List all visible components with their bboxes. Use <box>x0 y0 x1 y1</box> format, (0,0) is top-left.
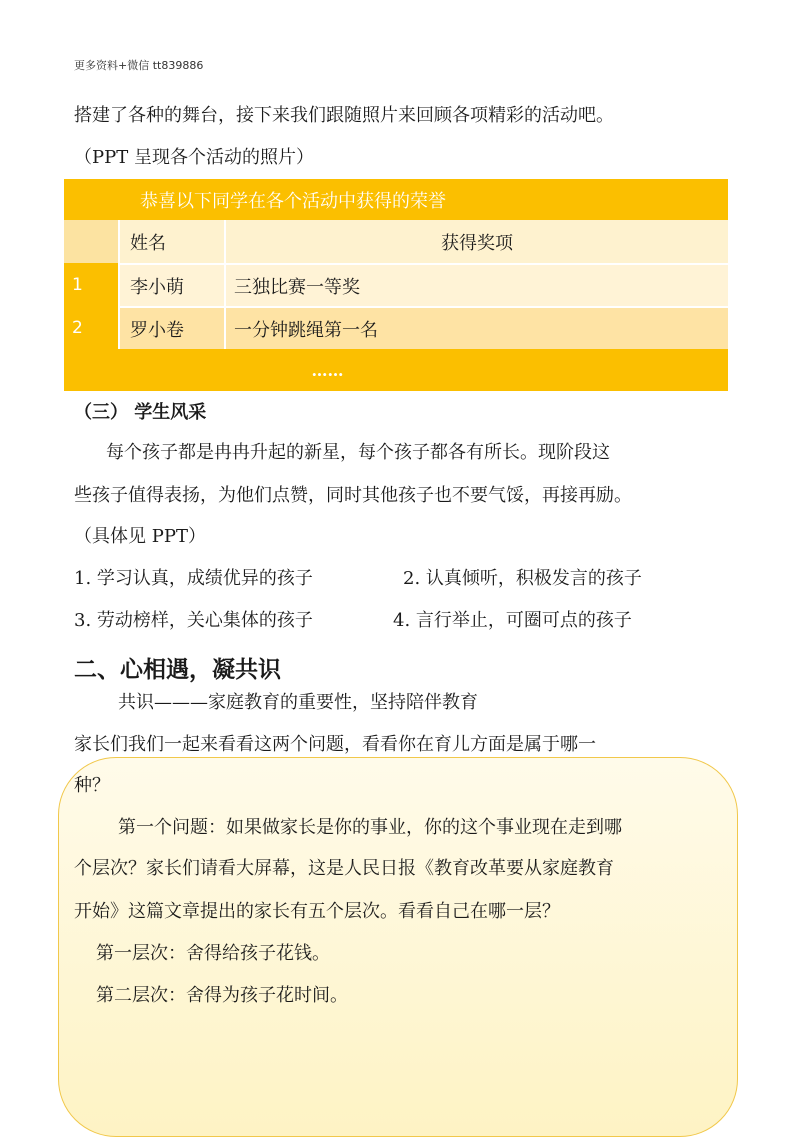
table-footer-row <box>64 349 728 391</box>
header-note: 更多资料+微信 tt839886 <box>74 59 204 72</box>
table-row <box>64 263 728 306</box>
header-award: 获得奖项 <box>224 220 728 263</box>
intro-line-2: （PPT 呈现各个活动的照片） <box>74 147 314 168</box>
student-name: 李小萌 <box>118 263 224 306</box>
student-name: 罗小卷 <box>118 306 224 349</box>
level-1: 第一层次：舍得给孩子花钱。 <box>96 943 330 964</box>
list-item: 3. 劳动榜样，关心集体的孩子 <box>74 610 313 631</box>
list-item: 1. 学习认真，成绩优异的孩子 <box>74 568 313 589</box>
question-line-1: 家长们我们一起来看看这两个问题，看看你在育儿方面是属于哪一 <box>74 734 596 755</box>
question-line-2: 种？ <box>74 775 110 796</box>
section-para-line-3: （具体见 PPT） <box>74 526 206 547</box>
row-number: 1 <box>64 263 118 306</box>
header-name: 姓名 <box>118 220 224 263</box>
honors-table <box>64 179 728 391</box>
table-ellipsis: …… <box>311 360 344 380</box>
list-item: 2. 认真倾听，积极发言的孩子 <box>403 568 642 589</box>
section-heading: （三） 学生风采 <box>74 402 207 423</box>
list-item: 4. 言行举止，可圈可点的孩子 <box>393 610 632 631</box>
section-para-line-2: 些孩子值得表扬，为他们点赞，同时其他孩子也不要气馁，再接再励。 <box>74 485 632 506</box>
callout-line-1: 第一个问题：如果做家长是你的事业，你的这个事业现在走到哪 <box>118 817 622 838</box>
award-text: 三独比赛一等奖 <box>224 263 728 306</box>
level-2: 第二层次：舍得为孩子花时间。 <box>96 985 348 1006</box>
table-title-row <box>64 179 728 220</box>
award-text: 一分钟跳绳第一名 <box>224 306 728 349</box>
table-header-row <box>64 220 728 263</box>
intro-line-1: 搭建了各种的舞台，接下来我们跟随照片来回顾各项精彩的活动吧。 <box>74 105 614 126</box>
section-para-line-1: 每个孩子都是冉冉升起的新星，每个孩子都各有所长。现阶段这 <box>106 442 610 463</box>
consensus-line: 共识———家庭教育的重要性，坚持陪伴教育 <box>118 692 478 713</box>
row-number: 2 <box>64 306 118 349</box>
table-row <box>64 306 728 349</box>
callout-line-3: 开始》这篇文章提出的家长有五个层次。看看自己在哪一层？ <box>74 901 560 922</box>
part-heading: 二、心相遇，凝共识 <box>74 657 281 683</box>
header-index <box>64 220 118 263</box>
callout-line-2: 个层次？家长们请看大屏幕，这是人民日报《教育改革要从家庭教育 <box>74 858 614 879</box>
table-title: 恭喜以下同学在各个活动中获得的荣誉 <box>140 190 446 212</box>
